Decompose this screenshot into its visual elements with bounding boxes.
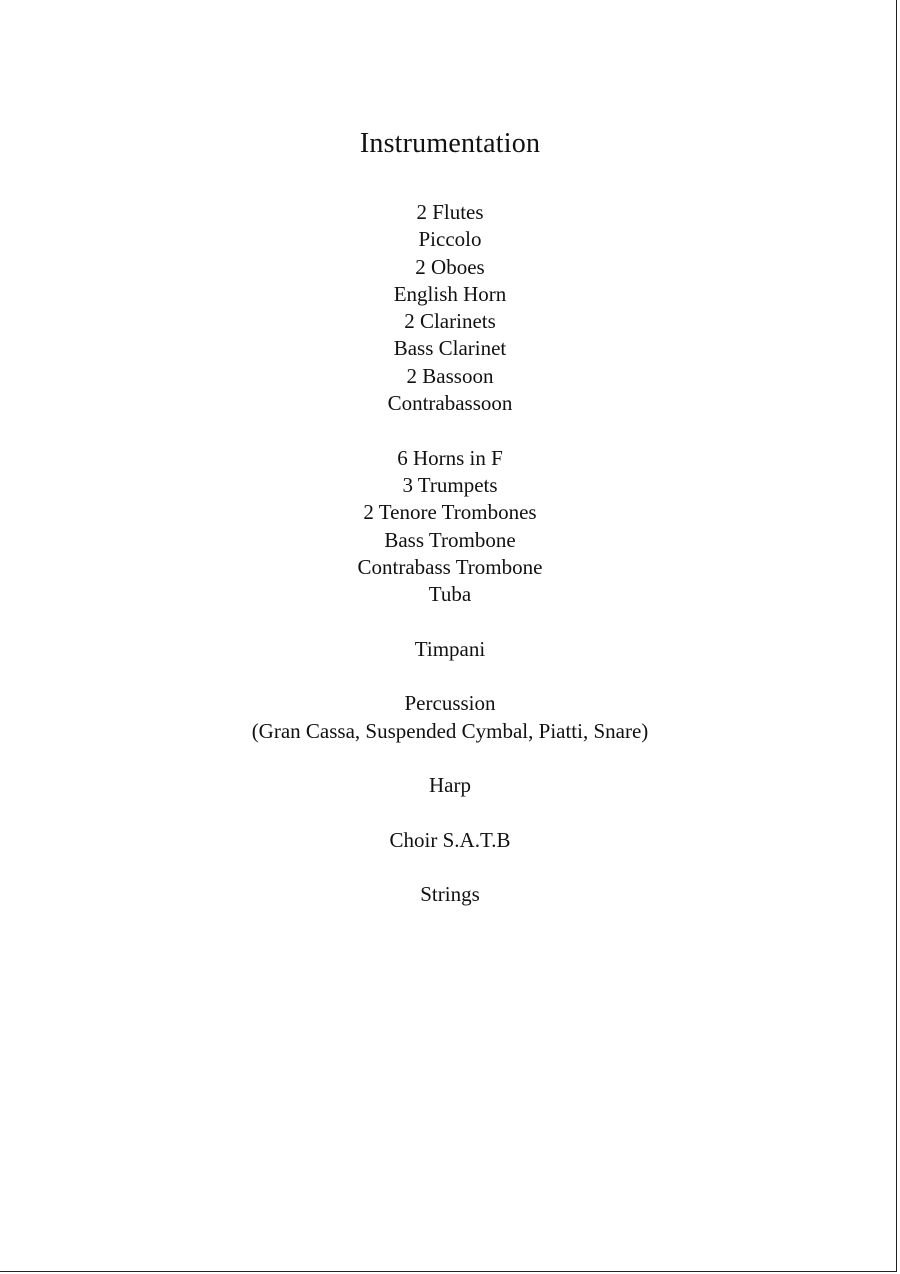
instrument-line: Contrabass Trombone xyxy=(357,554,543,579)
instrument-line: 2 Bassoon xyxy=(406,363,494,388)
timpani-group xyxy=(0,636,900,663)
instrument-line: 2 Clarinets xyxy=(404,309,496,334)
instrument-line: 6 Horns in F xyxy=(397,445,503,470)
instrument-line: Bass Trombone xyxy=(384,527,516,552)
instrument-line: English Horn xyxy=(393,281,507,306)
instrument-line: Harp xyxy=(429,773,471,798)
instrument-line: Piccolo xyxy=(418,227,482,252)
woodwinds-group xyxy=(0,199,900,417)
percussion-group xyxy=(0,690,900,745)
instrument-line: Strings xyxy=(420,882,480,907)
choir-group xyxy=(0,827,900,854)
instrument-line: 2 Flutes xyxy=(416,200,484,224)
instrument-line: Bass Clarinet xyxy=(393,336,507,361)
instrument-line: 2 Oboes xyxy=(415,254,485,279)
instrument-list xyxy=(0,199,900,936)
instrument-line: Tuba xyxy=(428,582,472,607)
brass-group xyxy=(0,445,900,609)
harp-group xyxy=(0,772,900,799)
instrument-line: Percussion xyxy=(404,691,496,716)
page-title: Instrumentation xyxy=(359,128,541,159)
percussion-detail: (Gran Cassa, Suspended Cymbal, Piatti, Snare) xyxy=(251,718,649,743)
strings-group xyxy=(0,881,900,908)
instrument-line: 2 Tenore Trombones xyxy=(363,500,537,525)
instrument-line: Choir S.A.T.B xyxy=(389,827,511,852)
instrument-line: Timpani xyxy=(414,636,486,661)
instrument-line: Contrabassoon xyxy=(387,391,513,416)
instrument-line: 3 Trumpets xyxy=(402,472,498,497)
